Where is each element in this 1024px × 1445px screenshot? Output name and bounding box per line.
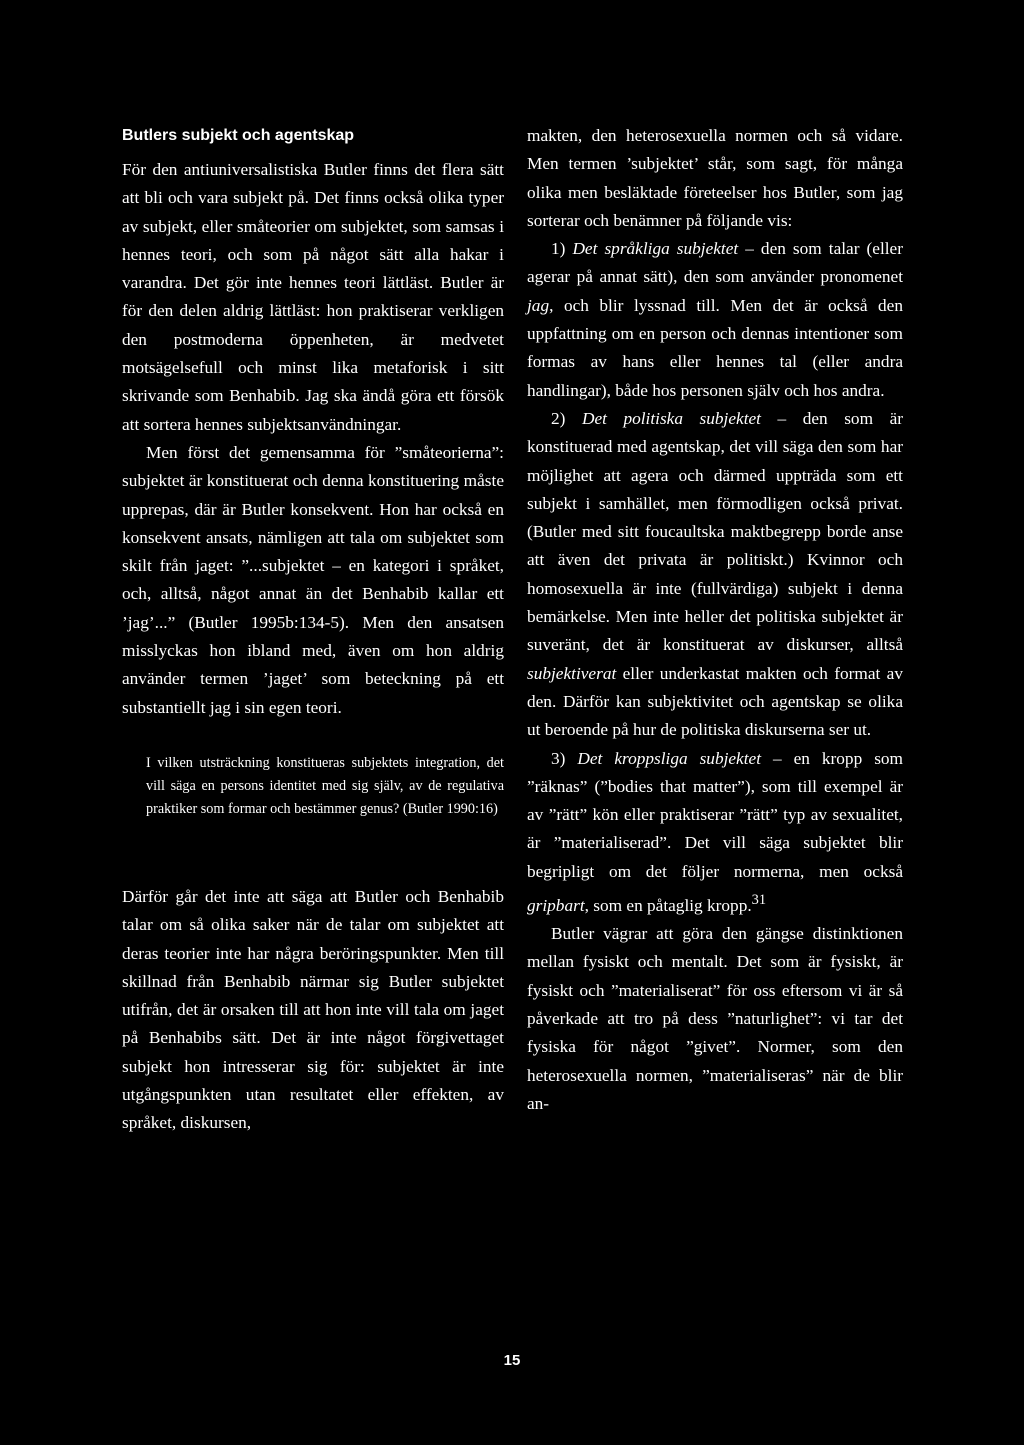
list-text: – den som är konstituerad med agentskap, det vill säga den som har möjlighet att agera och därmed uppträda som ett subjekt i samhället, men förmodligen också privat. (Butler med sitt foucaultska maktbegrepp borde anse att även det privata är politiskt.) Kvinnor och homosexuella är inte (fullvärdiga) subjekt i denna bemärkelse. Men inte heller det politiska subjektet är suveränt, det är konstituerat av diskurser, alltså xyxy=(527,408,903,655)
footnote-marker: 31 xyxy=(751,892,767,909)
paragraph: Men först det gemensamma för ”småteorierna”: subjektet är konstituerat och denna konstituering måste upprepas, där är Butler konsekvent. Hon har också en konsekvent ansats, nämligen att tala om subjektet som skilt från jaget: ”...subjektet – en kategori i språket, och, alltså, något annat än det Benhabib kallar ett ’jag’...” (Butler 1995b:134-5). Men den ansatsen misslyckas hon ibland med, även om hon aldrig använder termen ’jaget’ som beteckning på ett substantiellt jag i sin egen teori. xyxy=(122,442,504,717)
paragraph: För den antiuniversalistiska Butler finns det flera sätt att bli och vara subjekt på. Det finns också olika typer av subjekt, eller småteorier om subjektet, som samsas i hennes teori, och som på något sätt alla hakar i varandra. Det gör inte hennes teori lättläst. Butler är för den delen aldrig lättläst: hon praktiserar verkligen den postmoderna öppenheten, är medvetet motsägelsefull och minst lika metaforisk i sitt skrivande som Benhabib. Jag ska ändå göra ett försök att sortera hennes subjektsanvändningar. xyxy=(122,160,504,434)
paragraph: makten, den heterosexuella normen och så vidare. Men termen ’subjektet’ står, som sagt, för många olika men besläktade företeelser hos Butler, som jag sorterar och benämner på följande vis: xyxy=(527,126,903,230)
right-column xyxy=(527,122,903,1118)
list-text: – den som talar (eller agerar på annat sätt), den som använder pronomenet xyxy=(527,239,903,287)
list-item-3 xyxy=(527,745,903,921)
paragraph: Butler vägrar att göra den gängse distinktionen mellan fysiskt och mentalt. Det som är fysiskt, är fysiskt och ”materialiserat” för oss eftersom vi är så påverkade att tro på dess ”naturlighet”: vi tar det fysiska för något ”givet”. Normer, som den heterosexuella normen, ”materialiseras” när de blir an- xyxy=(527,924,903,1113)
list-item-2 xyxy=(527,405,903,745)
emphasis: subjektiverat xyxy=(527,663,617,683)
list-text: – en kropp som ”räknas” (”bodies that matter”), som till exempel är av ”rätt” kön eller praktiserar ”rätt” typ av sexualitet, är ”materialiserad”. Det vill säga subjektet blir begripligt om det följer normerna, men också xyxy=(527,748,903,881)
list-number: 1) xyxy=(551,239,566,259)
block-quote: I vilken utsträckning konstitueras subjektets integration, det vill säga en persons identitet med sig själv, av de regulativa praktiker som formar och bestämmer genus? (Butler 1990:16) xyxy=(146,754,504,817)
page-number: 15 xyxy=(503,1352,521,1369)
list-term: Det kroppsliga subjektet xyxy=(577,748,762,768)
list-item-1 xyxy=(527,235,903,405)
paragraph: Därför går det inte att säga att Butler och Benhabib talar om så olika saker när de talar om subjektet att deras teorier inte har några beröringspunkter. Men till skillnad från Benhabib närmar sig Butler subjektet utifrån, det är orsaken till att hon inte vill tala om jaget på Benhabibs sätt. Det är inte något förgivettaget subjekt hon intresserar sig för: subjektet är inte utgångspunkten utan resultatet eller effekten, av språket, diskursen, xyxy=(122,886,504,1133)
list-number: 2) xyxy=(551,408,566,428)
list-text: , som en påtaglig kropp. xyxy=(584,895,752,915)
section-heading: Butlers subjekt och agentskap xyxy=(122,127,355,144)
list-text: eller underkastat makten och format av den. Därför kan subjektivitet och agentskap se olika ut beroende på hur de politiska diskurserna ser ut. xyxy=(527,663,903,740)
list-term: Det språkliga subjektet xyxy=(572,239,739,259)
list-term: Det politiska subjektet xyxy=(581,408,761,428)
left-column xyxy=(122,122,504,1138)
list-number: 3) xyxy=(551,748,566,768)
emphasis: jag xyxy=(527,295,550,315)
list-text: , och blir lyssnad till. Men det är också den uppfattning om en person och dennas intentioner som formas av hans eller hennes tal (eller andra handlingar), både hos personen själv och hos andra. xyxy=(527,295,903,400)
emphasis: gripbart xyxy=(527,895,585,915)
